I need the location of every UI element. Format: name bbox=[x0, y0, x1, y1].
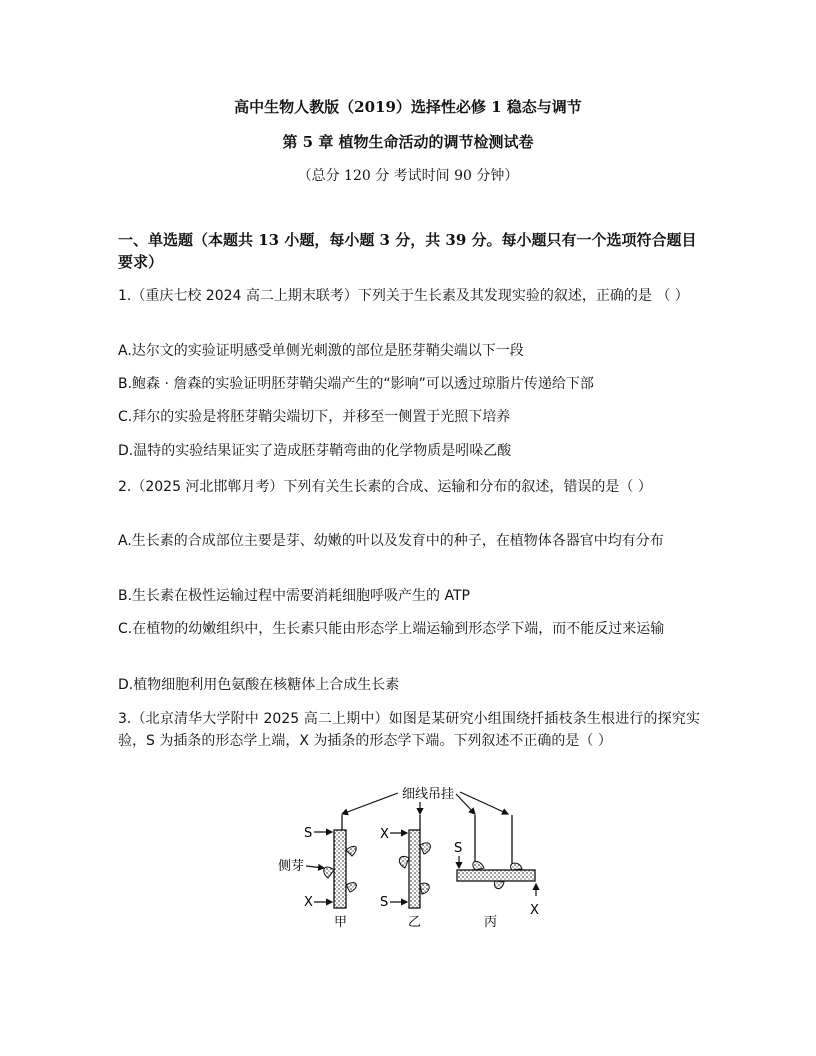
hang-label: 细线吊挂 bbox=[402, 787, 455, 802]
document-title: 高中生物人教版（2019）选择性必修 1 稳态与调节 bbox=[234, 98, 582, 116]
bing-s-label: S bbox=[454, 841, 463, 856]
caption-bing: 丙 bbox=[484, 915, 498, 930]
section-heading: 一、单选题（本题共 13 小题，每小题 3 分，共 39 分。每小题只有一个选项符合题目要求） bbox=[118, 231, 697, 271]
exam-info: （总分 120 分 考试时间 90 分钟） bbox=[297, 168, 519, 184]
yi-x-label: X bbox=[380, 827, 389, 842]
cutting-experiment-figure bbox=[270, 780, 560, 930]
question-1-option-b: B.鲍森 · 詹森的实验证明胚芽鞘尖端产生的“影响”可以透过琼脂片传递给下部 bbox=[118, 376, 594, 392]
bing-x-label: X bbox=[530, 903, 539, 918]
question-1-option-c: C.拜尔的实验是将胚芽鞘尖端切下，并移至一侧置于光照下培养 bbox=[118, 409, 511, 425]
question-2-option-b: B.生长素在极性运输过程中需要消耗细胞呼吸产生的 ATP bbox=[118, 588, 470, 604]
question-1-stem: 1.（重庆七校 2024 高二上期末联考）下列关于生长素及其发现实验的叙述，正确的是 （ ） bbox=[118, 288, 689, 304]
question-1-option-d: D.温特的实验结果证实了造成胚芽鞘弯曲的化学物质是吲哚乙酸 bbox=[118, 443, 512, 459]
cutting-jia bbox=[324, 815, 357, 908]
jia-x-label: X bbox=[304, 895, 313, 910]
cutting-yi bbox=[399, 815, 430, 908]
caption-yi: 乙 bbox=[408, 915, 422, 930]
question-2-option-c: C.在植物的幼嫩组织中，生长素只能由形态学上端运输到形态学下端，而不能反过来运输 bbox=[118, 621, 665, 637]
yi-s-label: S bbox=[380, 895, 389, 910]
jia-s-label: S bbox=[304, 826, 313, 841]
question-2-stem: 2.（2025 河北邯郸月考）下列有关生长素的合成、运输和分布的叙述，错误的是（ ） bbox=[118, 479, 652, 495]
question-1-option-a: A.达尔文的实验证明感受单侧光刺激的部位是胚芽鞘尖端以下一段 bbox=[118, 343, 524, 359]
caption-jia: 甲 bbox=[334, 915, 348, 930]
question-2-option-a: A.生长素的合成部位主要是芽、幼嫩的叶以及发育中的种子，在植物体各器官中均有分布 bbox=[118, 533, 664, 549]
question-3-stem: 3.（北京清华大学附中 2025 高二上期中）如图是某研究小组围绕扦插枝条生根进行的探究实验，S 为插条的形态学上端，X 为插条的形态学下端。下列叙述不正确的是（ ） bbox=[118, 711, 700, 749]
cutting-bing bbox=[457, 815, 535, 889]
chapter-title: 第 5 章 植物生命活动的调节检测试卷 bbox=[282, 133, 534, 151]
question-2-option-d: D.植物细胞利用色氨酸在核糖体上合成生长素 bbox=[118, 677, 400, 693]
bud-label: 侧芽 bbox=[278, 859, 305, 874]
